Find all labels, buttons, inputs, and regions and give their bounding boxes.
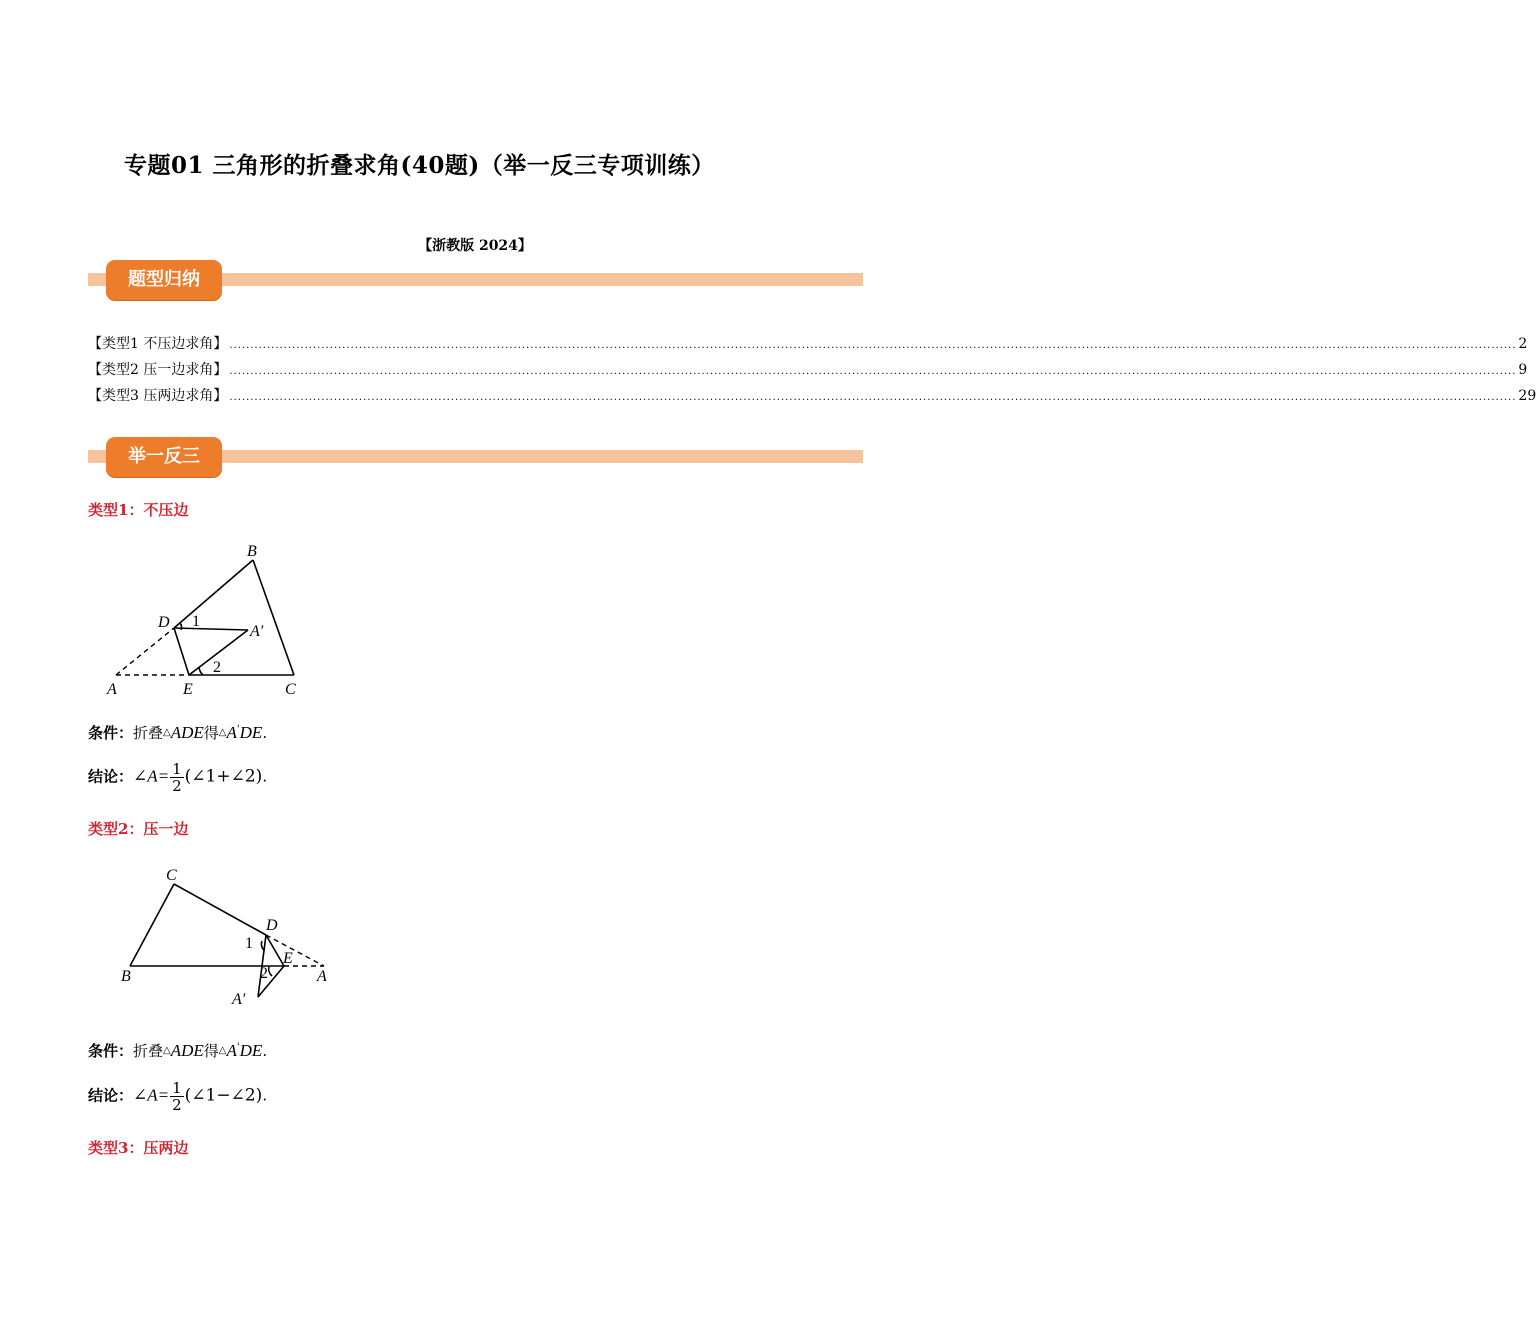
label-angle-1: 1	[245, 935, 253, 952]
label-angle-2: 2	[213, 659, 221, 676]
conclusion-rhs: (∠1+∠2)	[184, 766, 263, 787]
segment-bc	[130, 884, 174, 966]
toc-item-page: 9	[1518, 362, 1528, 378]
label-d: D	[158, 614, 170, 631]
triangle-symbol: △	[218, 727, 227, 738]
condition-text: 折叠	[133, 724, 164, 742]
condition-a: A	[226, 1041, 237, 1060]
edition-label: 【浙教版 2024】	[418, 238, 532, 254]
fraction-one-half	[170, 1080, 184, 1113]
condition-ade: ADE	[170, 1041, 204, 1060]
angle-2-arc	[269, 966, 272, 976]
conclusion-lhs: ∠A=	[133, 766, 170, 786]
prime-mark: '	[236, 1042, 240, 1053]
condition-text: 得	[203, 724, 219, 742]
label-e: E	[283, 950, 293, 967]
label-a-prime: A′	[250, 623, 264, 640]
fraction-numerator: 1	[172, 1079, 182, 1097]
toc-leader: ....................................................................................................................................................................................................................................................................................................................	[229, 340, 1517, 351]
prime-mark: '	[236, 724, 240, 735]
toc-item[interactable]	[88, 384, 1536, 410]
angle-2-arc	[199, 667, 203, 675]
toc-item-label: 【类型3 压两边求角】	[88, 388, 228, 404]
conclusion-rhs: (∠1−∠2)	[184, 1085, 263, 1106]
dashed-ad	[116, 628, 174, 675]
label-e: E	[183, 681, 193, 698]
type2-condition	[88, 1040, 267, 1061]
toc-leader: ....................................................................................................................................................................................................................................................................................................................	[229, 366, 1517, 377]
condition-text: 得	[203, 1042, 219, 1060]
section-banner-summary	[88, 260, 863, 300]
toc-item-label: 【类型1 不压边求角】	[88, 336, 228, 352]
toc-item[interactable]	[88, 358, 1528, 384]
type1-heading: 类型1：不压边	[88, 501, 189, 519]
table-of-contents	[88, 332, 1536, 410]
toc-item-label: 【类型2 压一边求角】	[88, 362, 228, 378]
condition-label: 条件：	[88, 1042, 134, 1060]
type1-conclusion	[88, 761, 267, 794]
label-c: C	[166, 867, 177, 884]
condition-text: 折叠	[133, 1042, 164, 1060]
document-title: 专题01 三角形的折叠求角(40题)（举一反三专项训练）	[124, 152, 715, 179]
banner-tag: 举一反三	[106, 437, 222, 477]
label-d: D	[266, 917, 278, 934]
section-banner-practice	[88, 437, 863, 477]
triangle-symbol: △	[218, 1045, 227, 1056]
fraction-one-half	[170, 761, 184, 794]
type3-heading: 类型3：压两边	[88, 1139, 189, 1157]
banner-tag: 题型归纳	[106, 260, 222, 300]
type2-figure	[88, 860, 368, 1010]
label-a-prime: A′	[232, 991, 246, 1008]
type2-conclusion	[88, 1080, 267, 1113]
label-angle-1: 1	[192, 613, 200, 630]
conclusion-end: .	[262, 1086, 268, 1105]
conclusion-end: .	[262, 767, 268, 786]
segment-cd	[174, 884, 266, 935]
fraction-numerator: 1	[172, 760, 182, 778]
angle-1-arc	[261, 941, 264, 950]
toc-item-page: 29	[1518, 388, 1536, 404]
label-b: B	[247, 543, 257, 560]
condition-de: DE	[239, 1041, 263, 1060]
label-b: B	[121, 968, 131, 985]
label-a: A	[317, 968, 327, 985]
segment-bc	[253, 560, 294, 675]
type2-heading: 类型2：压一边	[88, 820, 189, 838]
segment-de	[174, 628, 189, 675]
conclusion-label: 结论：	[88, 767, 134, 786]
type1-figure	[88, 538, 333, 703]
label-angle-2: 2	[260, 965, 268, 982]
triangle-symbol: △	[163, 1045, 171, 1056]
type1-condition	[88, 722, 267, 743]
condition-end: .	[262, 1042, 268, 1060]
segment-db	[174, 560, 253, 628]
toc-item[interactable]	[88, 332, 1528, 358]
toc-item-page: 2	[1518, 336, 1528, 352]
label-a: A	[107, 681, 117, 698]
condition-end: .	[262, 724, 268, 742]
condition-label: 条件：	[88, 724, 134, 742]
toc-leader: ....................................................................................................................................................................................................................................................................................................................	[229, 392, 1517, 403]
condition-ade: ADE	[170, 723, 204, 742]
conclusion-label: 结论：	[88, 1086, 134, 1105]
label-c: C	[285, 681, 296, 698]
triangle-symbol: △	[163, 727, 171, 738]
condition-de: DE	[239, 723, 263, 742]
conclusion-lhs: ∠A=	[133, 1085, 170, 1105]
condition-a: A	[226, 723, 237, 742]
segment-da-prime	[174, 628, 248, 630]
fraction-denominator: 2	[172, 777, 182, 795]
fraction-denominator: 2	[172, 1096, 182, 1114]
